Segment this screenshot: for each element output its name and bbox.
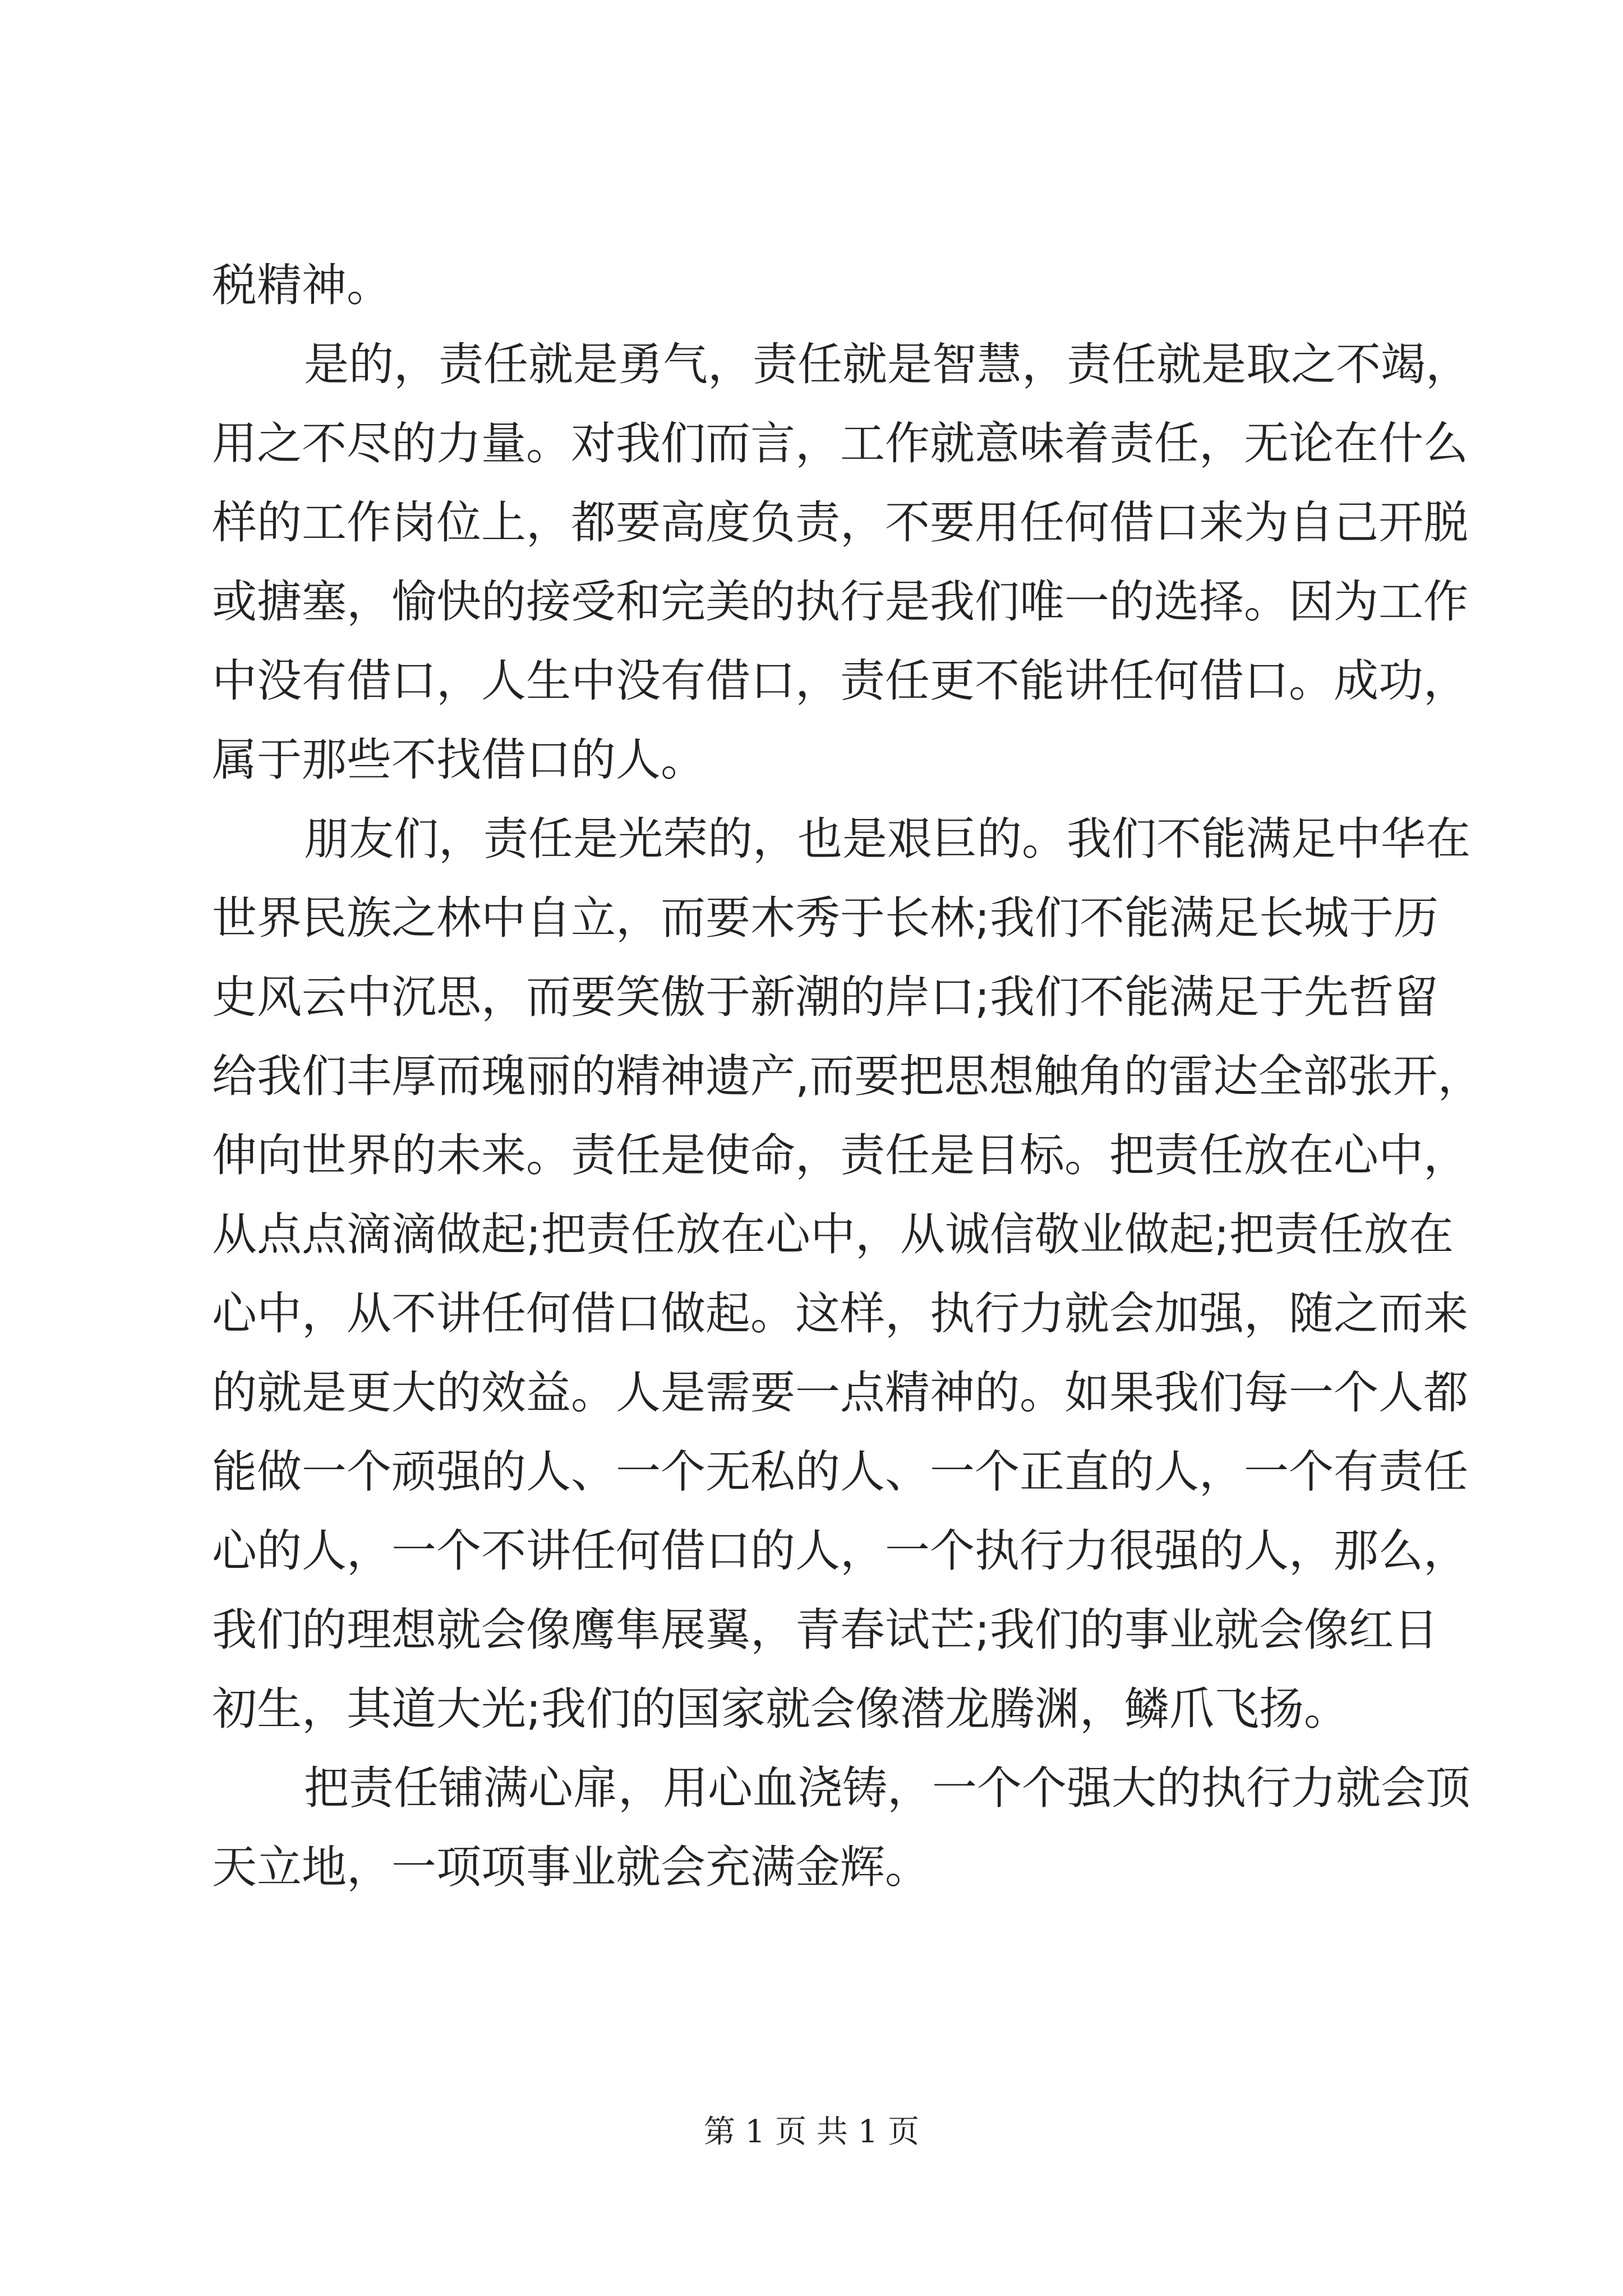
text-line: 心中，从不讲任何借口做起。这样，执行力就会加强，随之而来 <box>212 1287 1468 1340</box>
text-line: 是的，责任就是勇气，责任就是智慧，责任就是取之不竭， <box>304 338 1470 390</box>
page-footer <box>0 2107 1623 2152</box>
text-line: 属于那些不找借口的人。 <box>212 734 706 786</box>
text-line: 世界民族之林中自立，而要木秀于长林;我们不能满足长城于历 <box>212 892 1438 944</box>
paragraph-2 <box>212 325 1470 799</box>
text-line: 天立地，一项项事业就会充满金辉。 <box>212 1841 930 1893</box>
text-line: 朋友们，责任是光荣的，也是艰巨的。我们不能满足中华在 <box>304 813 1470 865</box>
text-line: 给我们丰厚而瑰丽的精神遗产,而要把思想触角的雷达全部张开， <box>212 1050 1483 1102</box>
text-line: 把责任铺满心扉，用心血浇铸，一个个强大的执行力就会顶 <box>304 1762 1470 1814</box>
text-line: 的就是更大的效益。人是需要一点精神的。如果我们每一个人都 <box>212 1366 1468 1419</box>
text-line: 初生，其道大光;我们的国家就会像潜龙腾渊，鳞爪飞扬。 <box>212 1683 1349 1735</box>
text-line: 税精神。 <box>212 259 391 311</box>
text-line: 或搪塞，愉快的接受和完美的执行是我们唯一的选择。因为工作 <box>212 576 1468 628</box>
text-line: 从点点滴滴做起;把责任放在心中，从诚信敬业做起;把责任放在 <box>212 1208 1454 1260</box>
paragraph-4 <box>212 1749 1470 1907</box>
paragraph-3 <box>212 799 1483 1749</box>
text-line: 样的工作岗位上，都要高度负责，不要用任何借口来为自己开脱 <box>212 496 1468 549</box>
text-line: 心的人，一个不讲任何借口的人，一个执行力很强的人，那么， <box>212 1525 1468 1577</box>
text-line: 用之不尽的力量。对我们而言，工作就意味着责任，无论在什么 <box>212 417 1468 470</box>
text-line: 中没有借口，人生中没有借口，责任更不能讲任何借口。成功， <box>212 655 1468 707</box>
body-text <box>212 246 1483 1907</box>
text-line: 能做一个顽强的人、一个无私的人、一个正直的人，一个有责任 <box>212 1446 1468 1498</box>
text-line: 史风云中沉思，而要笑傲于新潮的岸口;我们不能满足于先哲留 <box>212 971 1438 1023</box>
page-number-label: 第 1 页 共 1 页 <box>703 2114 920 2150</box>
text-line: 我们的理想就会像鹰隼展翼，青春试芒;我们的事业就会像红日 <box>212 1604 1438 1656</box>
paragraph-1 <box>212 246 1430 325</box>
text-line: 伸向世界的未来。责任是使命，责任是目标。把责任放在心中， <box>212 1129 1468 1181</box>
